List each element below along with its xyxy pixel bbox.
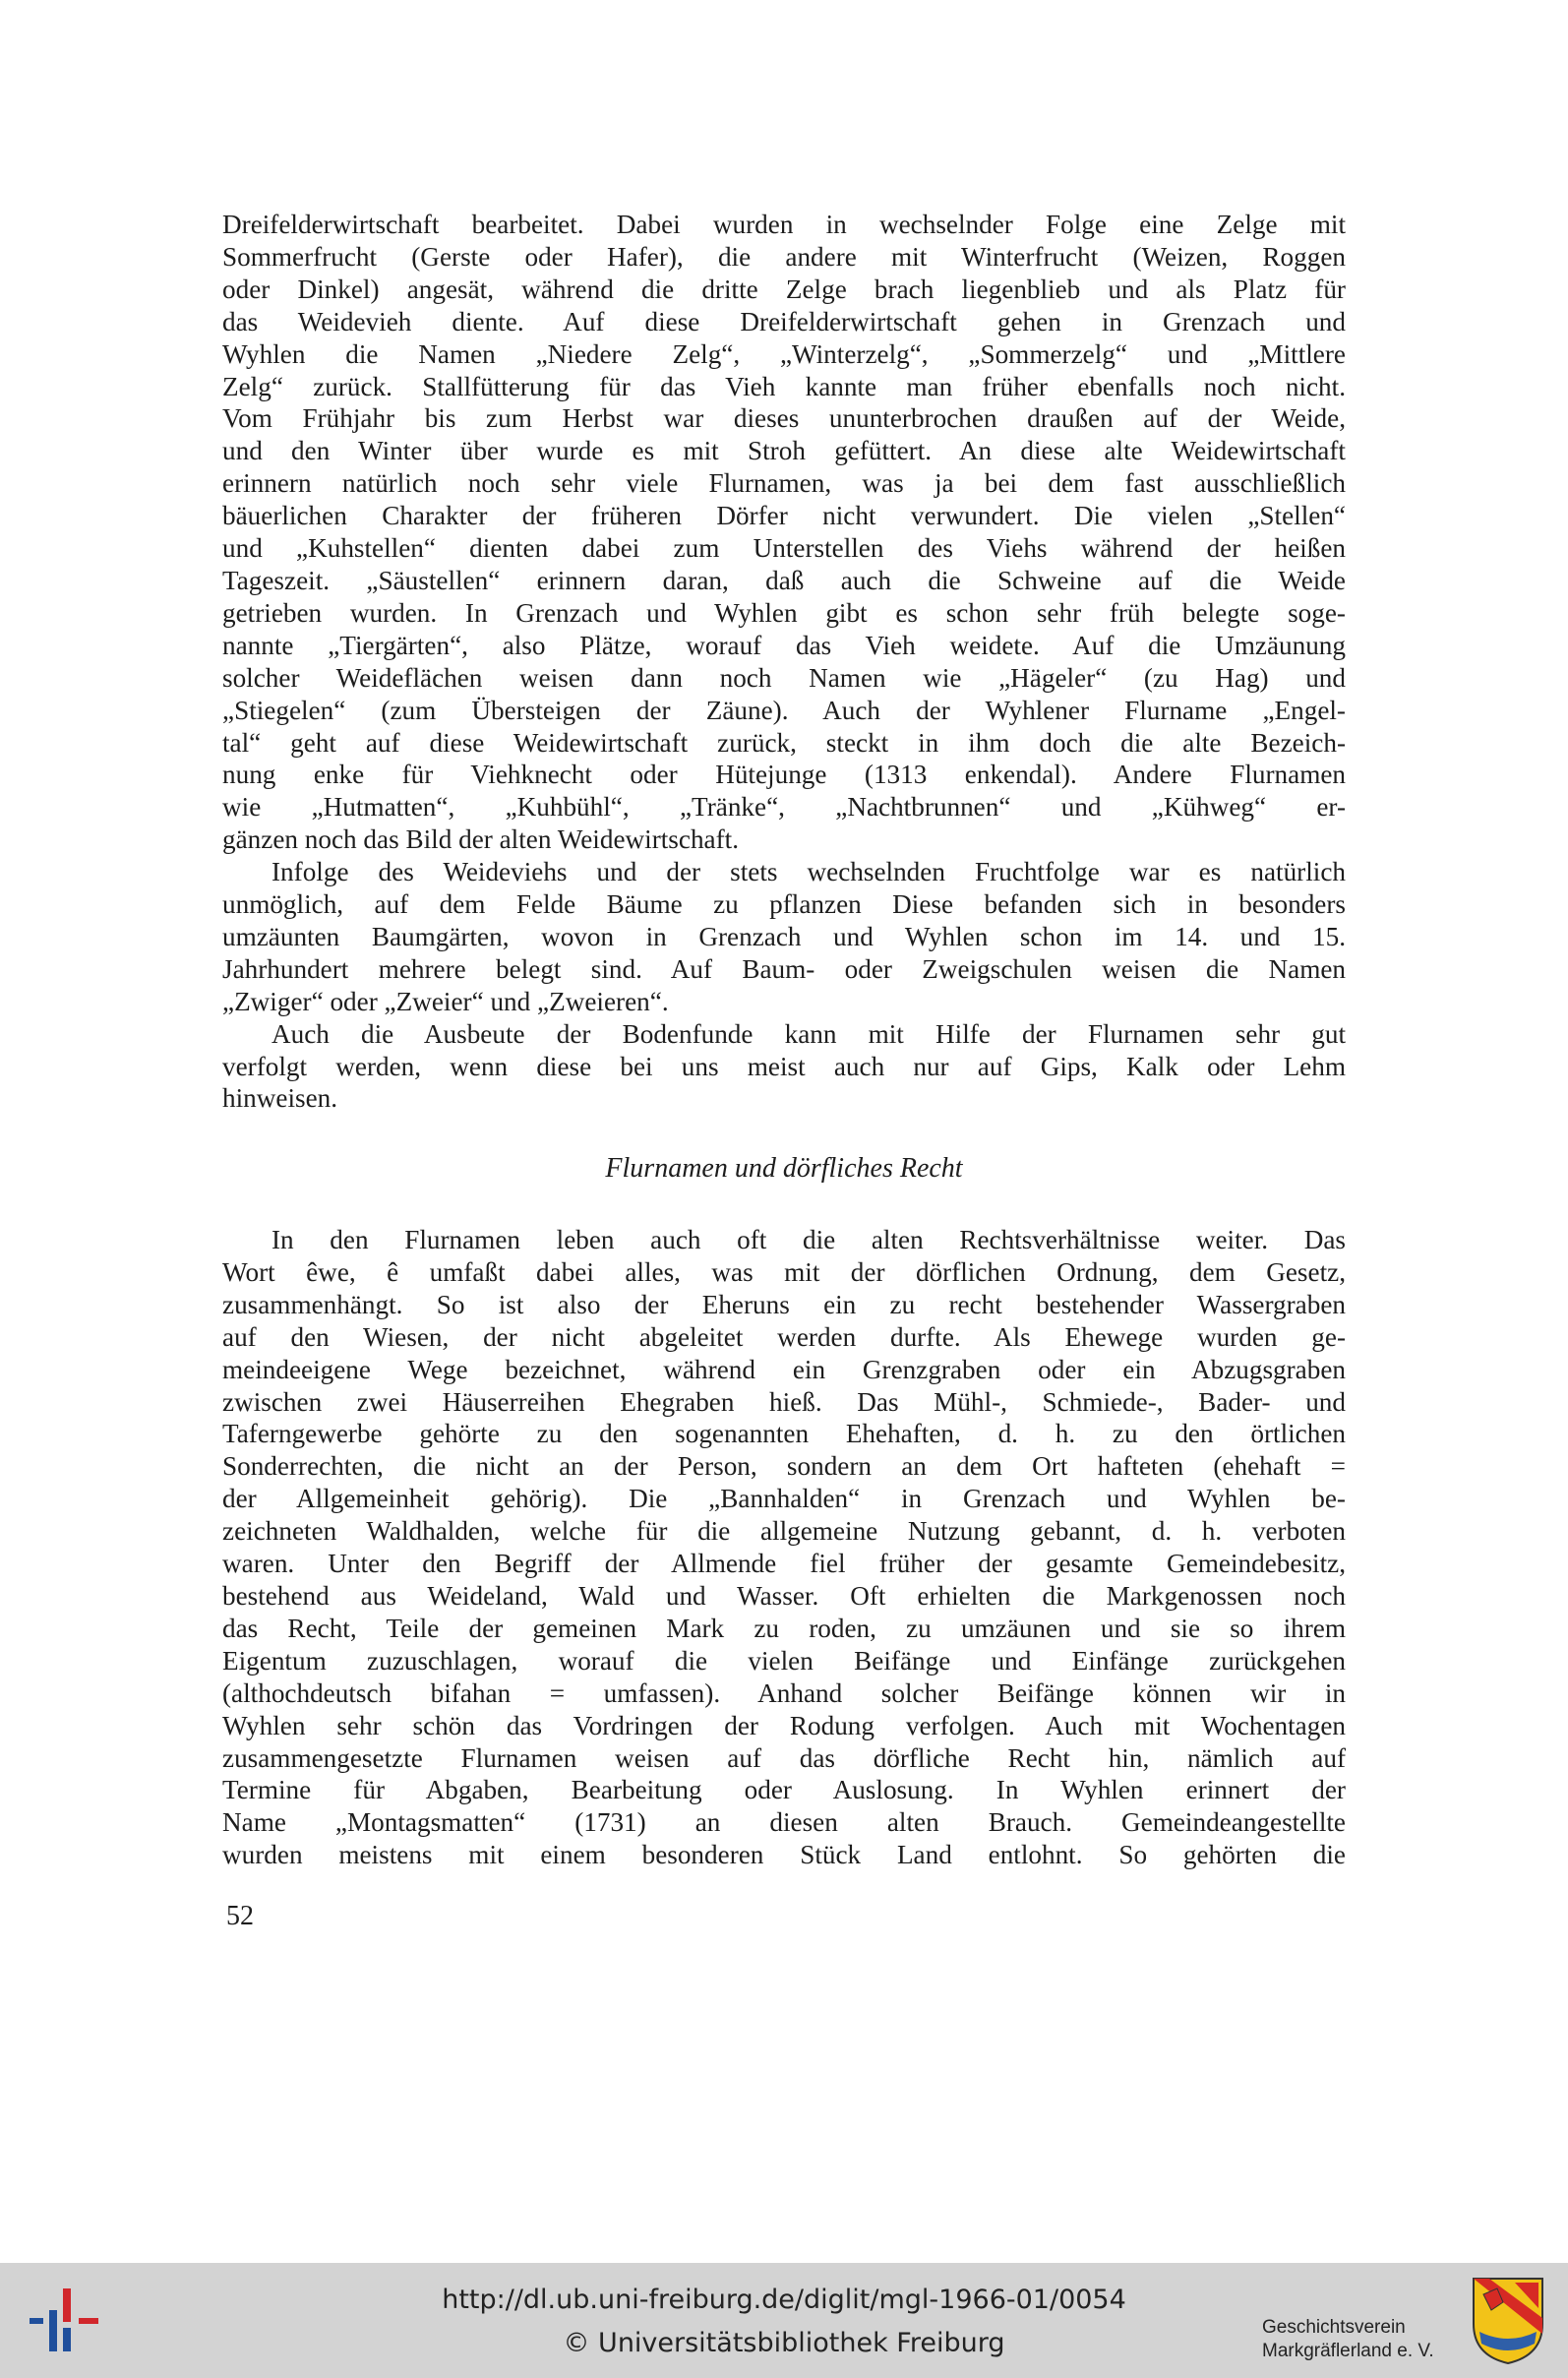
text-line: wurden meistens mit einem besonderen Stück Land entlohnt. So gehörten die — [222, 1840, 1346, 1870]
text-line: Vom Frühjahr bis zum Herbst war dieses ununterbrochen draußen auf der Weide, — [222, 403, 1346, 434]
text-line: bestehend aus Weideland, Wald und Wasser. Oft erhielten die Markgenossen noch — [222, 1580, 1346, 1611]
text-line: solcher Weideflächen weisen dann noch Namen wie „Hägeler“ (zu Hag) und — [222, 662, 1346, 693]
text-line: waren. Unter den Begriff der Allmende fiel früher der gesamte Gemeindebesitz, — [222, 1549, 1346, 1579]
text-line: Termine für Abgaben, Bearbeitung oder Auslosung. In Wyhlen erinnert der — [222, 1775, 1346, 1805]
text-line: Dreifelderwirtschaft bearbeitet. Dabei wurden in wechselnder Folge eine Zelge mit — [222, 210, 1346, 239]
text-line: erinnern natürlich noch sehr viele Flurnamen, was ja bei dem fast ausschließlich — [222, 468, 1346, 499]
text-line: Tageszeit. „Säustellen“ erinnern daran, daß auch die Schweine auf die Weide — [222, 565, 1346, 595]
text-line: Jahrhundert mehrere belegt sind. Auf Baum- oder Zweigschulen weisen die Namen — [222, 953, 1346, 984]
text-line: Wyhlen die Namen „Niedere Zelg“, „Winterzelg“, „Sommerzelg“ und „Mittlere — [222, 338, 1346, 369]
text-line: Taferngewerbe gehörte zu den sogenannten Ehehaften, d. h. zu den örtlichen — [222, 1419, 1346, 1449]
text-line: „Zwiger“ oder „Zweier“ und „Zweieren“. — [222, 986, 669, 1016]
text-line: zusammengesetzte Flurnamen weisen auf das dörfliche Recht hin, nämlich auf — [222, 1742, 1346, 1773]
body-text-block-2 — [222, 1224, 1346, 1871]
text-line: zeichneten Waldhalden, welche für die allgemeine Nutzung gebannt, d. h. verboten — [222, 1516, 1346, 1547]
text-line: unmöglich, auf dem Felde Bäume zu pflanzen Diese befanden sich in besonders — [222, 889, 1346, 920]
text-line: umzäunten Baumgärten, wovon in Grenzach und Wyhlen schon im 14. und 15. — [222, 921, 1346, 951]
text-line: Sommerfrucht (Gerste oder Hafer), die andere mit Winterfrucht (Weizen, Roggen — [222, 241, 1346, 272]
society-name — [1262, 2316, 1434, 2363]
text-line: Auch die Ausbeute der Bodenfunde kann mit Hilfe der Flurnamen sehr gut — [271, 1018, 1346, 1049]
text-line: das Recht, Teile der gemeinen Mark zu roden, zu umzäunen und sie so ihrem — [222, 1613, 1346, 1643]
text-line: Sonderrechten, die nicht an der Person, sondern an dem Ort hafteten (ehehaft = — [222, 1451, 1346, 1482]
text-line: gänzen noch das Bild der alten Weidewirtschaft. — [222, 824, 740, 855]
text-line: und den Winter über wurde es mit Stroh gefüttert. An diese alte Weidewirtschaft — [222, 436, 1346, 466]
text-line: tal“ geht auf diese Weidewirtschaft zurück, steckt in ihm doch die alte Bezeich- — [222, 727, 1346, 758]
text-line: bäuerlichen Charakter der früheren Dörfer nicht verwundert. Die vielen „Stellen“ — [222, 501, 1346, 531]
footer-bar — [0, 2263, 1568, 2378]
text-line: der Allgemeinheit gehörig). Die „Bannhalden“ in Grenzach und Wyhlen be- — [222, 1484, 1346, 1514]
society-line-2: Markgräflerland e. V. — [1262, 2341, 1434, 2361]
text-line: Infolge des Weideviehs und der stets wechselnden Fruchtfolge war es natürlich — [271, 857, 1346, 887]
text-line: verfolgt werden, wenn diese bei uns meist auch nur auf Gips, Kalk oder Lehm — [222, 1051, 1346, 1081]
text-line: getrieben wurden. In Grenzach und Wyhlen gibt es schon sehr früh belegte soge- — [222, 597, 1346, 628]
coat-of-arms-icon — [1470, 2275, 1546, 2365]
text-line: zusammenhängt. So ist also der Eheruns ein zu recht bestehender Wassergraben — [222, 1289, 1346, 1319]
text-line: In den Flurnamen leben auch oft die alten Rechtsverhältnisse weiter. Das — [271, 1225, 1346, 1254]
text-line: zwischen zwei Häuserreihen Ehegraben hieß. Das Mühl-, Schmiede-, Bader- und — [222, 1386, 1346, 1417]
text-line: Wort êwe, ê umfaßt dabei alles, was mit der dörflichen Ordnung, dem Gesetz, — [222, 1256, 1346, 1287]
text-line: Wyhlen sehr schön das Vordringen der Rodung verfolgen. Auch mit Wochentagen — [222, 1710, 1346, 1740]
society-line-1: Geschichtsverein — [1262, 2317, 1406, 2338]
section-heading: Flurnamen und dörfliches Recht — [605, 1153, 963, 1184]
footer-copyright: © Universitätsbibliothek Freiburg — [563, 2328, 1005, 2358]
text-line: nung enke für Viehknecht oder Hütejunge (1313 enkendal). Andere Flurnamen — [222, 760, 1346, 790]
page-number: 52 — [226, 1901, 254, 1931]
text-line: und „Kuhstellen“ dienten dabei zum Unterstellen des Viehs während der heißen — [222, 533, 1346, 564]
text-line: hinweisen. — [222, 1083, 338, 1114]
text-line: „Stiegelen“ (zum Übersteigen der Zäune). Auch der Wyhlener Flurname „Engel- — [222, 695, 1346, 725]
text-line: oder Dinkel) angesät, während die dritte Zelge brach liegenblieb und als Platz für — [222, 274, 1346, 304]
text-line: auf den Wiesen, der nicht abgeleitet werden durfte. Als Ehewege wurden ge- — [222, 1321, 1346, 1352]
text-line: das Weidevieh diente. Auf diese Dreifelderwirtschaft gehen in Grenzach und — [222, 306, 1346, 336]
footer-url-link[interactable]: http://dl.ub.uni-freiburg.de/diglit/mgl-1966-01/0054 — [442, 2285, 1126, 2315]
text-line: nannte „Tiergärten“, also Plätze, worauf das Vieh weidete. Auf die Umzäunung — [222, 630, 1346, 660]
text-line: meindeeigene Wege bezeichnet, während ein Grenzgraben oder ein Abzugsgraben — [222, 1354, 1346, 1384]
text-line: (althochdeutsch bifahan = umfassen). Anhand solcher Beifänge können wir in — [222, 1677, 1346, 1708]
text-line: Zelg“ zurück. Stallfütterung für das Vieh kannte man früher ebenfalls noch nicht. — [222, 371, 1346, 401]
body-text-block-1 — [222, 209, 1346, 1115]
text-line: Name „Montagsmatten“ (1731) an diesen alten Brauch. Gemeindeangestellte — [222, 1807, 1346, 1838]
text-line: wie „Hutmatten“, „Kuhbühl“, „Tränke“, „Nachtbrunnen“ und „Kühweg“ er- — [222, 792, 1346, 823]
text-line: Eigentum zuzuschlagen, worauf die vielen Beifänge und Einfänge zurückgehen — [222, 1645, 1346, 1676]
